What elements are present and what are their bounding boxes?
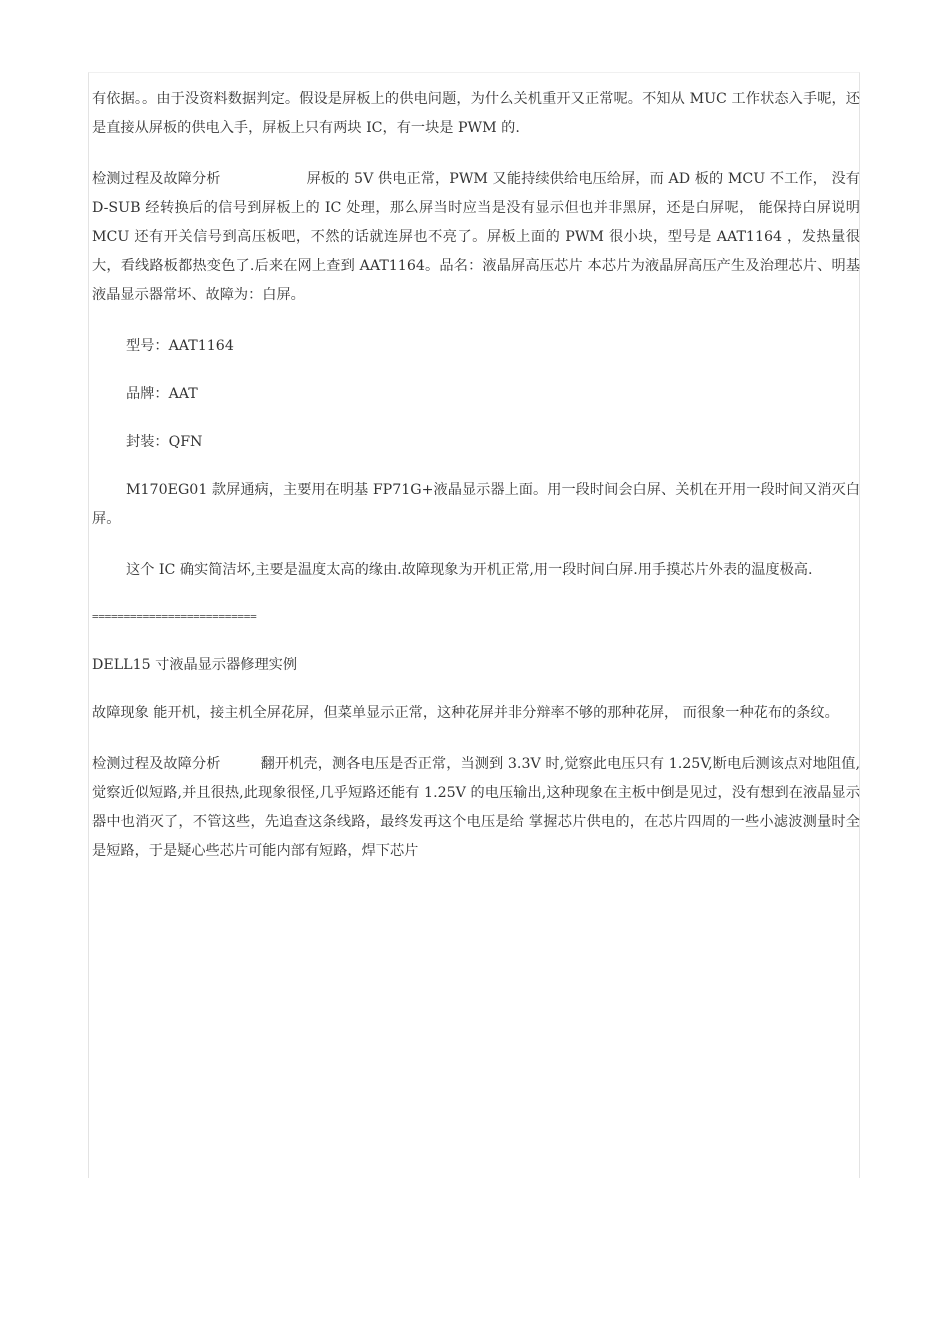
analysis-body-2: 翻开机壳，测各电压是否正常，当测到 3.3V 时,觉察此电压只有 1.25V,断电后测该点对地阻值,觉察近似短路,并且很热,此现象很怪,几乎短路还能有 1.25V 的电压输出,这种现象在主板中倒是见过，没有想到在液晶显示器中也消灭了，不管这些，先追查这条线路，最终发再这个电压是给 掌握芯片供电的，在芯片四周的一些小滤波测量时全是短路，于是疑心些芯片可能内部有短路，焊下芯片 bbox=[92, 756, 860, 859]
paragraph-intro: 有依据。。由于没资料数据判定。假设是屏板上的供电问题，为什么关机重开又正常呢。不知从 MUC 工作状态入手呢，还是直接从屏板的供电入手，屏板上只有两块 IC，有一块是 PWM 的. bbox=[92, 91, 860, 136]
paragraph-analysis-2 bbox=[92, 750, 860, 866]
paragraph-analysis-1 bbox=[92, 165, 860, 310]
spec-brand: 品牌：AAT bbox=[126, 386, 198, 402]
analysis-body: 屏板的 5V 供电正常，PWM 又能持续供给电压给屏，而 AD 板的 MCU 不工作， 没有 D-SUB 经转换后的信号到屏板上的 IC 处理，那么屏当时应当是没有显示但也并非黑屏，还是白屏呢， 能保持白屏说明 MCU 还有开关信号到高压板吧，不然的话就连屏也不亮了。屏板上面的 PWM 很小块，型号是 AAT1164 ，发热量很大，看线路板都热变色了.后来在网上查到 AAT1164。品名：液晶屏高压芯片 本芯片为液晶屏高压产生及治理芯片、明基液晶显示器常坏、故障为：白屏。 bbox=[92, 171, 860, 303]
spec-package: 封装：QFN bbox=[126, 434, 203, 450]
document-body bbox=[92, 85, 860, 888]
spec-model: 型号：AAT1164 bbox=[126, 338, 234, 354]
analysis-label: 检测过程及故障分析 bbox=[92, 171, 221, 187]
paragraph-panel-defect: M170EG01 款屏通病，主要用在明基 FP71G+液晶显示器上面。用一段时间会白屏、关机在开用一段时间又消灭白屏。 bbox=[92, 482, 860, 527]
section-separator: ========================== bbox=[92, 610, 257, 623]
document-page bbox=[88, 72, 860, 1178]
paragraph-symptom: 故障现象 能开机，接主机全屏花屏，但菜单显示正常，这种花屏并非分辩率不够的那种花屏， 而很象一种花布的条纹。 bbox=[92, 705, 839, 721]
section-heading: DELL15 寸液晶显示器修理实例 bbox=[92, 657, 298, 673]
paragraph-ic-failure: 这个 IC 确实简洁坏,主要是温度太高的缘由.故障现象为开机正常,用一段时间白屏.用手摸芯片外表的温度极高. bbox=[126, 562, 813, 578]
analysis-label-2: 检测过程及故障分析 bbox=[92, 756, 221, 772]
